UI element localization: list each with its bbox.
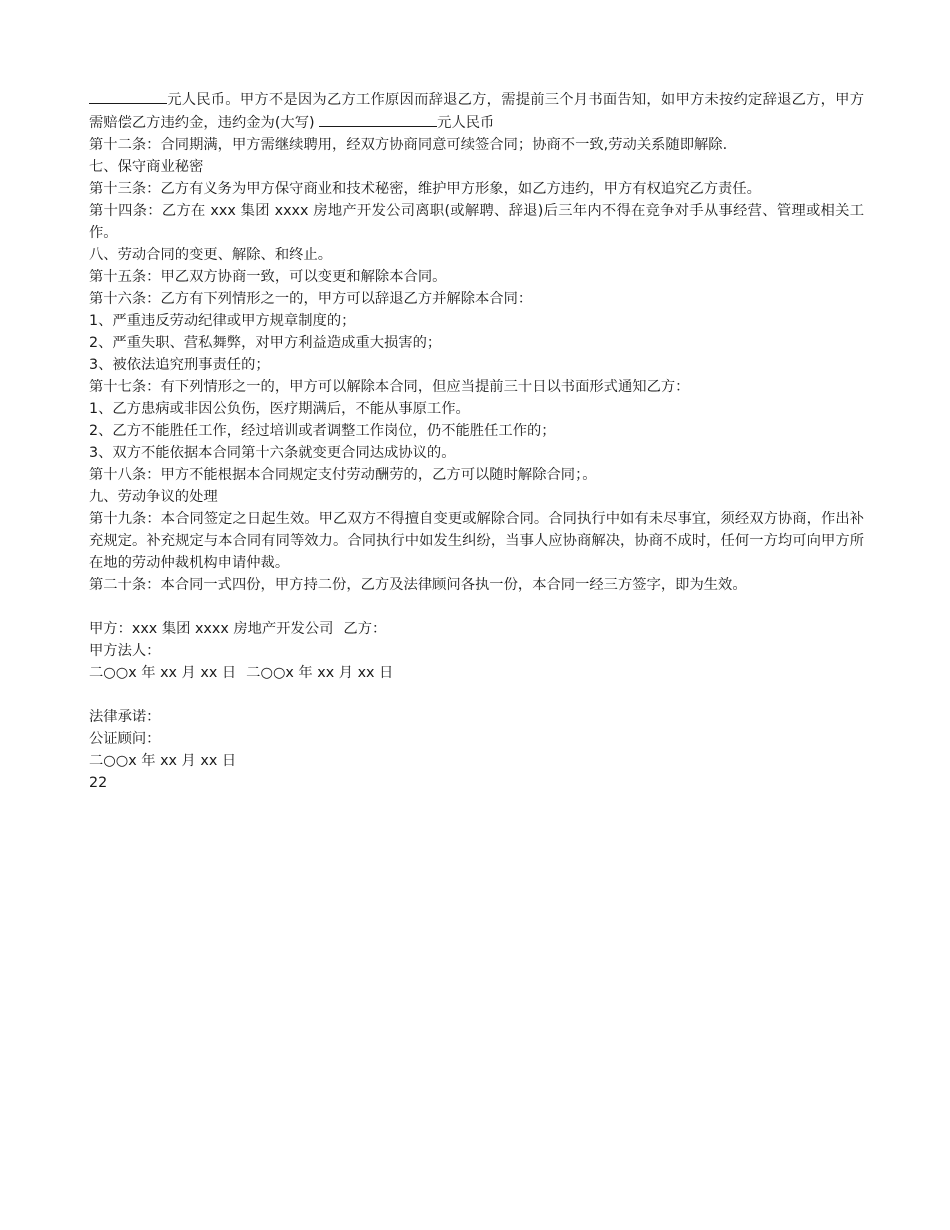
clause-17: 第十七条：有下列情形之一的，甲方可以解除本合同，但应当提前三十日以书面形式通知乙方： (89, 379, 690, 395)
clause-12: 第十二条：合同期满，甲方需继续聘用，经双方协商同意可续签合同；协商不一致,劳动关系随即解除. (89, 137, 728, 153)
signature-date-line (89, 662, 864, 684)
date-party-a: 二○○x 年 xx 月 xx 日 (89, 665, 237, 681)
clause-14: 第十四条：乙方在 xxx 集团 xxxx 房地产开发公司离职(或解聘、辞退)后三年内不得在竞争对手从事经营、管理或相关工作。 (89, 203, 864, 241)
party-a-label: 甲方：xxx 集团 xxxx 房地产开发公司 (89, 621, 334, 637)
page-number: 22 (89, 775, 108, 791)
party-b-label: 乙方： (343, 621, 387, 637)
penalty-amount-blank (319, 111, 437, 127)
amount-blank (89, 88, 167, 104)
clause-17-item-2: 2、乙方不能胜任工作，经过培训或者调整工作岗位，仍不能胜任工作的； (89, 423, 556, 439)
date-notary: 二○○x 年 xx 月 xx 日 (89, 753, 237, 769)
clause-15: 第十五条：甲乙双方协商一致，可以变更和解除本合同。 (89, 269, 447, 285)
clause-11-text: 元人民币。甲方不是因为乙方工作原因而辞退乙方，需提前三个月书面告知，如甲方未按约定辞退乙方，甲方需赔偿乙方违约金，违约金为(大写) (89, 92, 864, 131)
clause-11-tail-line-1 (89, 88, 864, 134)
clause-20: 第二十条：本合同一式四份，甲方持二份，乙方及法律顾问各执一份，本合同一经三方签字，即为生效。 (89, 577, 747, 593)
legal-rep-label: 甲方法人： (89, 643, 161, 659)
section-8-heading: 八、劳动合同的变更、解除、和终止。 (89, 247, 333, 263)
clause-16-item-3: 3、被依法追究刑事责任的； (89, 357, 270, 373)
clause-19: 第十九条：本合同签定之日起生效。甲乙双方不得擅自变更或解除合同。合同执行中如有未尽事宜，须经双方协商，作出补充规定。补充规定与本合同有同等效力。合同执行中如发生纠纷，当事人应协商解决，协商不成时，任何一方均可向甲方所在地的劳动仲裁机构申请仲裁。 (89, 511, 864, 571)
clause-13: 第十三条：乙方有义务为甲方保守商业和技术秘密，维护甲方形象，如乙方违约，甲方有权追究乙方责任。 (89, 181, 761, 197)
document-page (89, 88, 864, 794)
clause-11-end: 元人民币 (437, 115, 495, 131)
legal-commitment-label: 法律承诺： (89, 709, 161, 725)
party-signature-line (89, 618, 864, 640)
notary-advisor-label: 公证顾问： (89, 731, 161, 747)
clause-17-item-1: 1、乙方患病或非因公负伤，医疗期满后，不能从事原工作。 (89, 401, 470, 417)
spacer (89, 684, 864, 706)
clause-16: 第十六条：乙方有下列情形之一的，甲方可以辞退乙方并解除本合同： (89, 291, 533, 307)
clause-17-item-3: 3、双方不能依据本合同第十六条就变更合同达成协议的。 (89, 445, 456, 461)
date-party-b: 二○○x 年 xx 月 xx 日 (246, 665, 394, 681)
section-9-heading: 九、劳动争议的处理 (89, 489, 218, 505)
clause-16-item-1: 1、严重违反劳动纪律或甲方规章制度的； (89, 313, 356, 329)
section-7-heading: 七、保守商业秘密 (89, 159, 204, 175)
clause-16-item-2: 2、严重失职、营私舞弊，对甲方利益造成重大损害的； (89, 335, 442, 351)
clause-18: 第十八条：甲方不能根据本合同规定支付劳动酬劳的，乙方可以随时解除合同；。 (89, 467, 597, 483)
spacer (89, 596, 864, 618)
